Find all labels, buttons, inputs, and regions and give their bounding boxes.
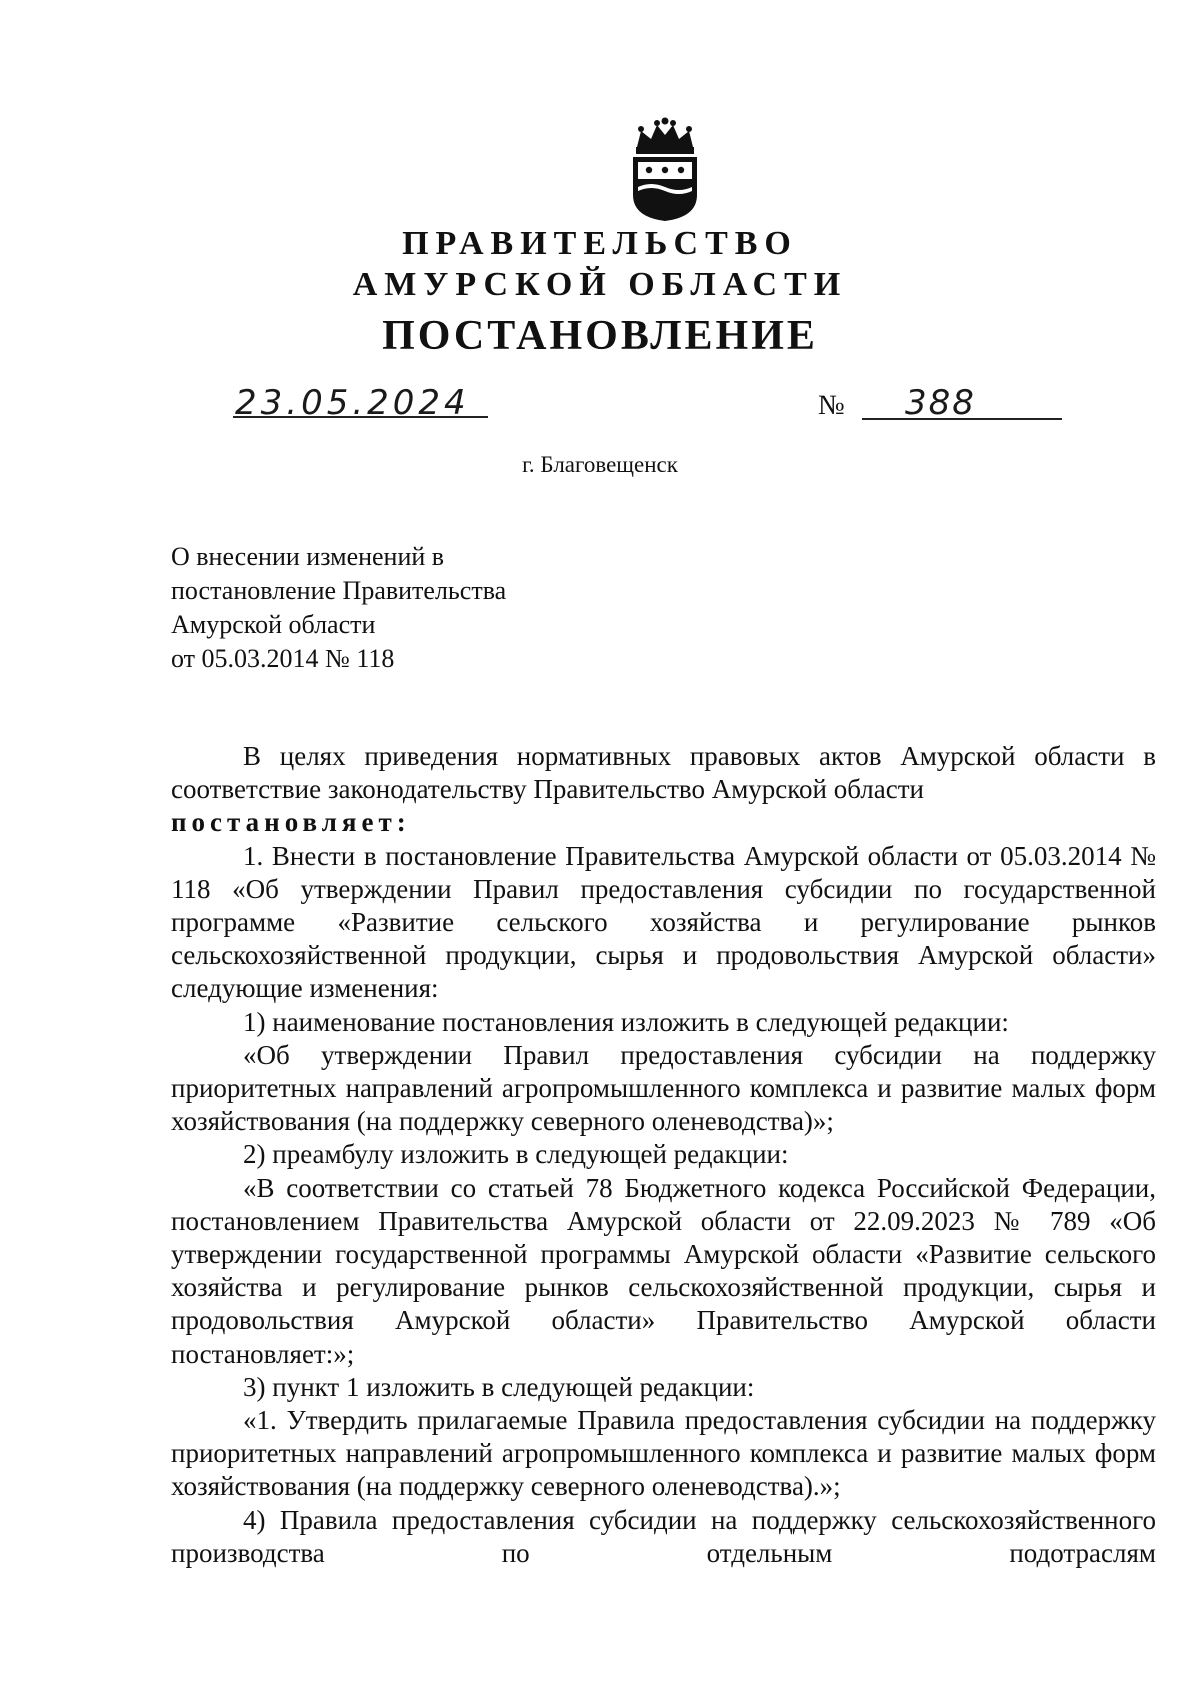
resolves-word bbox=[171, 806, 1156, 839]
subject-line: от 05.03.2014 № 118 bbox=[171, 644, 395, 673]
organization-name-line2: АМУРСКОЙ ОБЛАСТИ bbox=[352, 266, 848, 303]
document-body bbox=[171, 740, 1156, 1570]
document-number: 388 bbox=[905, 383, 976, 423]
document-date: 23.05.2024 bbox=[235, 383, 470, 423]
document-type-title: ПОСТАНОВЛЕНИЕ bbox=[382, 313, 818, 359]
subject-line: Амурской области bbox=[171, 610, 376, 639]
subject-line: О внесении изменений в bbox=[171, 542, 445, 571]
organization-name-line1: ПРАВИТЕЛЬСТВО bbox=[402, 225, 798, 262]
preamble-paragraph: В целях приведения нормативных правовых актов Амурской области в соответствие законодательству Правительство Амурской области bbox=[171, 741, 1156, 805]
city-name: г. Благовещенск bbox=[522, 452, 678, 477]
subject-line: постановление Правительства bbox=[171, 576, 507, 605]
subitem-1-text: «Об утверждении Правил предоставления субсидии на поддержку приоритетных направлений агропромышленного комплекса и развитие малых форм хозяйствования (на поддержку северного оленеводства)»; bbox=[171, 1039, 1156, 1137]
subitem-3-text: «1. Утвердить прилагаемые Правила предоставления субсидии на поддержку приоритетных направлений агропромышленного комплекса и развитие малых форм хозяйствования (на поддержку северного оленеводства).»; bbox=[171, 1405, 1156, 1502]
document-subject bbox=[171, 540, 651, 676]
subitem-4-paragraph: 4) Правила предоставления субсидии на поддержку сельскохозяйственного производства по отдельным подотраслям bbox=[171, 1504, 1156, 1568]
number-sign: № bbox=[818, 390, 845, 421]
subitem-1-paragraph: 1) наименование постановления изложить в следующей редакции: bbox=[243, 1006, 1009, 1037]
coat-of-arms-icon bbox=[627, 117, 703, 222]
subitem-2-paragraph: 2) преамбулу изложить в следующей редакции: bbox=[243, 1139, 789, 1170]
subitem-2-text: «В соответствии со статьей 78 Бюджетного кодекса Российской Федерации, постановлением Правительства Амурской области от 22.09.2023 № 789 «Об утверждении государственной программы Амурской области «Развитие сельского хозяйства и регулирование рынков сельскохозяйственной продукции, сырья и продовольствия Амурской области» Правительство Амурской области постановляет:»; bbox=[171, 1172, 1156, 1369]
subitem-3-paragraph: 3) пункт 1 изложить в следующей редакции: bbox=[243, 1371, 755, 1402]
item-1-paragraph: 1. Внести в постановление Правительства Амурской области от 05.03.2014 № 118 «Об утверждении Правил предоставления субсидии по государственной программе «Развитие сельского хозяйства и регулирование рынков сельскохозяйственной продукции, сырья и продовольствия Амурской области» следующие изменения: bbox=[171, 840, 1156, 1004]
resolves-label: постановляет: bbox=[171, 807, 411, 838]
